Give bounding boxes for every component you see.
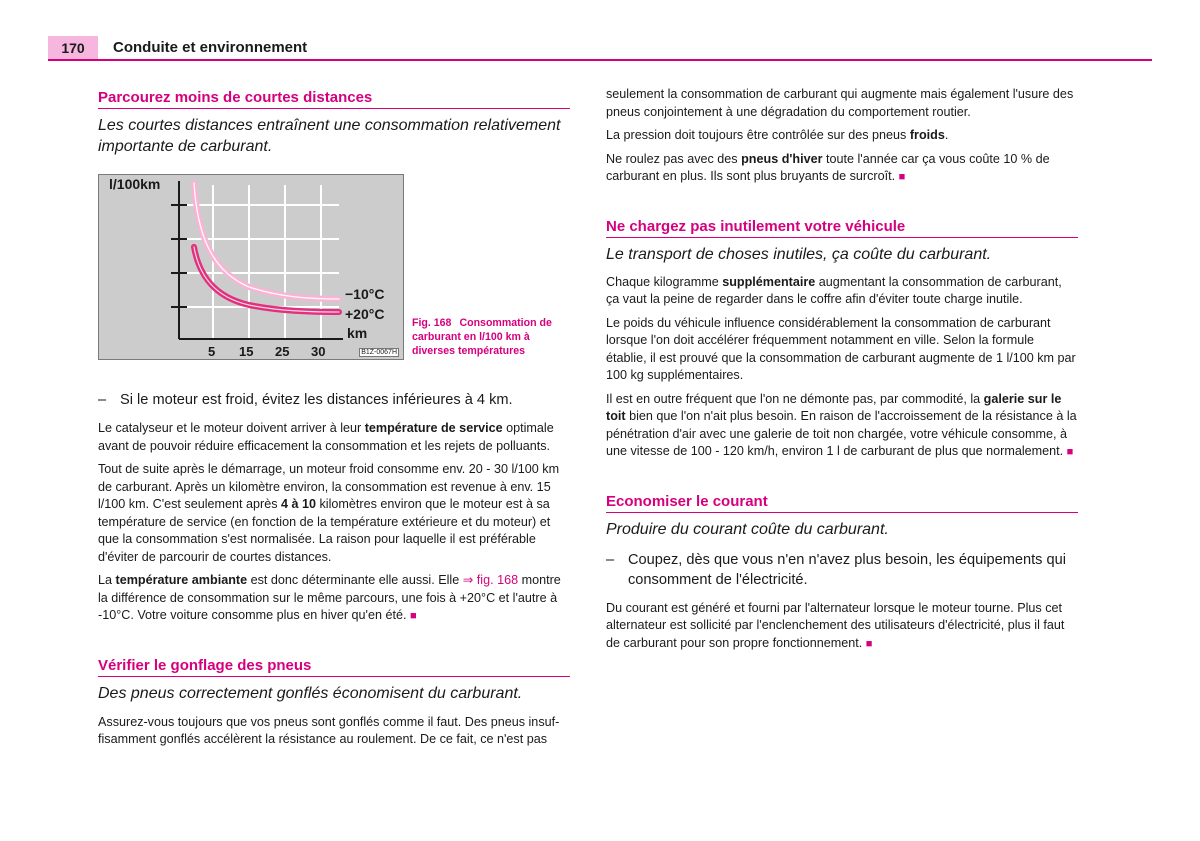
bullet-dash: –	[98, 392, 107, 408]
section-heading-short-distances: Parcourez moins de courtes distances	[98, 86, 570, 109]
right-column	[606, 86, 1078, 659]
paragraph-ambient-temperature: La température ambiante est donc déterminante elle aussi. Elle ⇒ fig. 168 montre la différence de consommation sur le même parcours, une fois à +20°C et l'autre à -10°C. Votre voiture consomme plus en hiver qu'en été. ■	[98, 573, 561, 622]
header-rule	[48, 59, 1152, 61]
paragraph-alternator: Du courant est généré et fourni par l'alternateur lorsque le moteur tourne. Plus cet alternateur est sollicité par l'enclenchement des utilisateurs d'électricité, plus il faut de carburant pour son propre fonctionnement. ■	[606, 600, 1065, 650]
paragraph-vehicle-weight: Le poids du véhicule influence considérablement la consommation de carburant lorsque l'on doit accélérer fréquemment notamment en ville. Selon la formule établie, il est prouvé que la consommation de carburant augmente de 1 l/100 km par 100 kg supplémentaires.	[606, 315, 1076, 382]
figure-code: B1Z-0067H	[361, 349, 397, 356]
y-axis-unit: l/100km	[109, 176, 161, 192]
section-lead-short-distances: Les courtes distances entraînent une consommation relativement importante de carburant.	[98, 117, 561, 155]
paragraph-tyre-wear: seulement la consommation de carburant qui augmente mais également l'usure des pneus conjointement à une dégradation du comportement routier.	[606, 87, 1074, 119]
paragraph-cold-tyres: La pression doit toujours être contrôlée sur des pneus froids.	[606, 128, 949, 142]
figure-reference-link[interactable]: ⇒ fig. 168	[462, 573, 519, 587]
figure-caption	[412, 316, 562, 358]
curve-minus-10c	[194, 183, 339, 299]
end-mark-icon: ■	[1066, 446, 1074, 458]
page-number: 170	[48, 36, 98, 60]
section-lead-electricity: Produire du courant coûte du carburant.	[606, 520, 889, 538]
paragraph-tyre-pressure: Assurez-vous toujours que vos pneus sont gonflés comme il faut. Des pneus insuf-fisamment gonflés accélèrent la résistance au roulement. De ce fait, ce n'est pas	[98, 714, 560, 746]
section-heading-tyres: Vérifier le gonflage des pneus	[98, 654, 570, 677]
end-mark-icon: ■	[898, 171, 906, 183]
figure-label: Fig. 168	[412, 317, 452, 329]
bullet-cold-engine	[98, 390, 570, 410]
bullet-dash: –	[606, 551, 615, 568]
paragraph-cold-start: Tout de suite après le démarrage, un moteur froid consomme env. 20 - 30 l/100 km de carburant. Après un kilomètre environ, la consommation est revenue à env. 15 l/100 km. C'est seulement après 4 à 10 kilomètres environ que le moteur est à sa température de service (en fonction de la température extérieure et du moteur) et que la consommation s'est normalisée. La raison pour laquelle il est préférable d'éviter de parcourir de courtes distances.	[98, 462, 560, 564]
paragraph-winter-tyres: Ne roulez pas avec des pneus d'hiver toute l'année car ça vous coûte 10 % de carburant en plus. Ils sont plus bruyants de surcroît. ■	[606, 151, 1050, 183]
paragraph-extra-kilogram: Chaque kilogramme supplémentaire augmentant la consommation de carburant, ça vaut la peine de regarder dans le coffre afin d'éviter toute charge inutile.	[606, 274, 1062, 306]
end-mark-icon: ■	[409, 610, 417, 622]
bullet-switch-off	[606, 550, 1078, 590]
x-tick-30: 30	[311, 344, 326, 359]
bullet-text: Si le moteur est froid, évitez les distances inférieures à 4 km.	[120, 392, 513, 408]
x-tick-15: 15	[239, 344, 254, 359]
end-mark-icon: ■	[865, 637, 873, 650]
x-tick-5: 5	[208, 344, 216, 359]
paragraph-catalyst: Le catalyseur et le moteur doivent arriver à leur température de service optimale avant de pouvoir réduire efficacement la consommation et les rejets de polluants.	[98, 421, 554, 453]
section-heading-electricity: Economiser le courant	[606, 490, 1078, 513]
diagram-grid	[179, 185, 339, 339]
legend-minus-10c: −10°C	[345, 286, 385, 302]
consumption-diagram	[98, 174, 404, 360]
legend-plus-20c: +20°C	[345, 306, 385, 322]
bullet-text: Coupez, dès que vous n'en n'avez plus besoin, les équipements qui consomment de l'électricité.	[628, 551, 1066, 588]
paragraph-roof-rack: Il est en outre fréquent que l'on ne démonte pas, par commodité, la galerie sur le toit bien que l'on n'ait plus besoin. En raison de l'accroissement de la résistance à la pénétration d'air avec une galerie de toit non chargée, votre véhicule consomme, à une vitesse de 100 - 120 km/h, environ 1 l de carburant de plus que normalement. ■	[606, 391, 1077, 458]
left-column	[98, 86, 570, 755]
x-axis-unit: km	[347, 325, 368, 341]
consumption-diagram-svg	[99, 175, 403, 359]
chapter-title: Conduite et environnement	[113, 39, 308, 56]
section-lead-load: Le transport de choses inutiles, ça coûte du carburant.	[606, 245, 992, 263]
section-lead-tyres: Des pneus correctement gonflés économisent du carburant.	[98, 684, 523, 702]
section-heading-load: Ne chargez pas inutilement votre véhicule	[606, 215, 1078, 238]
figure-caption-text: Consommation de carburant en l/100 km à diverses températures	[412, 317, 552, 357]
x-tick-25: 25	[275, 344, 290, 359]
figure-168	[98, 174, 570, 390]
